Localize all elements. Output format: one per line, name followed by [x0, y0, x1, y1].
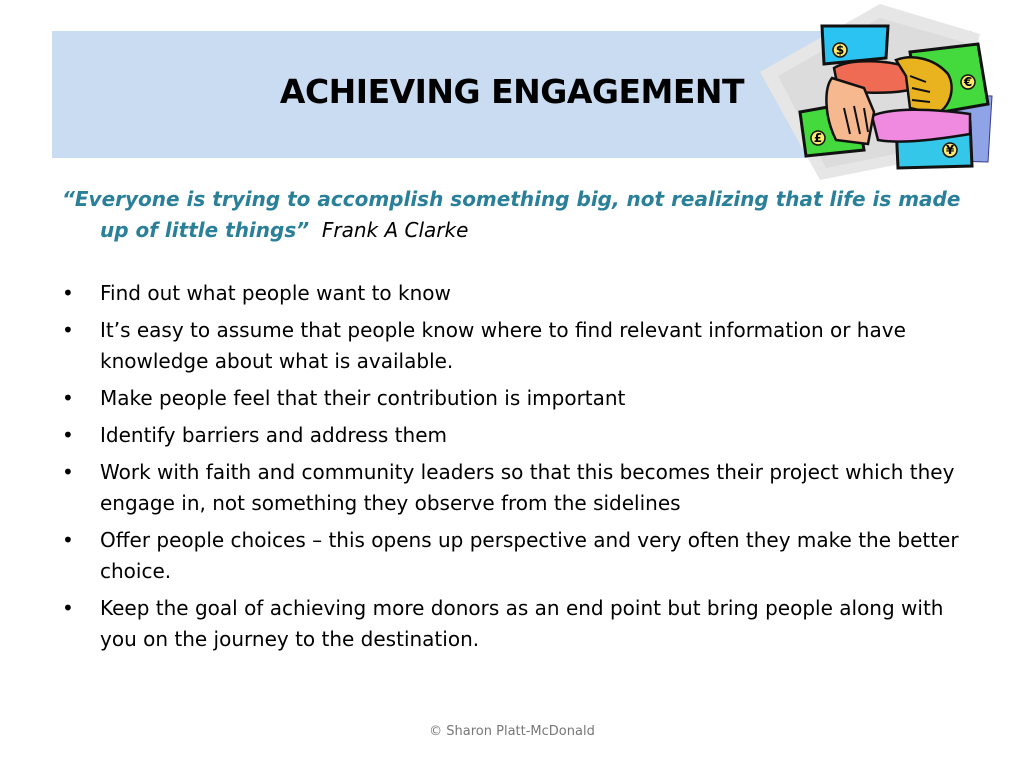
quote-text: “Everyone is trying to accomplish something big, not realizing that life is made up of little things”: [62, 187, 961, 242]
quote: [62, 184, 972, 246]
list-item-text: Work with faith and community leaders so that this becomes their project which they engage in, not something they observe from the sidelines: [100, 460, 955, 515]
bullet-icon: •: [62, 281, 74, 305]
bullet-icon: •: [62, 460, 74, 484]
dollar-symbol: $: [835, 43, 845, 57]
list-item: [62, 593, 972, 655]
euro-symbol: €: [963, 75, 973, 89]
list-item-text: It’s easy to assume that people know where to find relevant information or have knowledge about what is available.: [100, 318, 906, 373]
list-item-text: Keep the goal of achieving more donors as an end point but bring people along with you on the journey to the destination.: [100, 596, 944, 651]
bullet-list: [62, 278, 972, 655]
quote-author: Frank A Clarke: [321, 218, 469, 242]
list-item: [62, 457, 972, 519]
bullet-icon: •: [62, 423, 74, 447]
bullet-icon: •: [62, 528, 74, 552]
yen-symbol: ¥: [945, 143, 955, 157]
list-item: [62, 278, 972, 309]
bullet-icon: •: [62, 386, 74, 410]
list-item-text: Offer people choices – this opens up perspective and very often they make the better choice.: [100, 528, 959, 583]
bullet-icon: •: [62, 318, 74, 342]
footer-copyright: © Sharon Platt-McDonald: [429, 724, 595, 739]
list-item-text: Find out what people want to know: [100, 281, 451, 305]
list-item: [62, 525, 972, 587]
pound-symbol: £: [813, 131, 823, 145]
list-item-text: Identify barriers and address them: [100, 423, 447, 447]
slide-title: ACHIEVING ENGAGEMENT: [279, 72, 745, 111]
slide-body: [62, 184, 972, 661]
list-item: [62, 315, 972, 377]
list-item: [62, 420, 972, 451]
list-item-text: Make people feel that their contribution is important: [100, 386, 626, 410]
bullet-icon: •: [62, 596, 74, 620]
joined-hands-currency-icon: [760, 4, 1024, 184]
list-item: [62, 383, 972, 414]
